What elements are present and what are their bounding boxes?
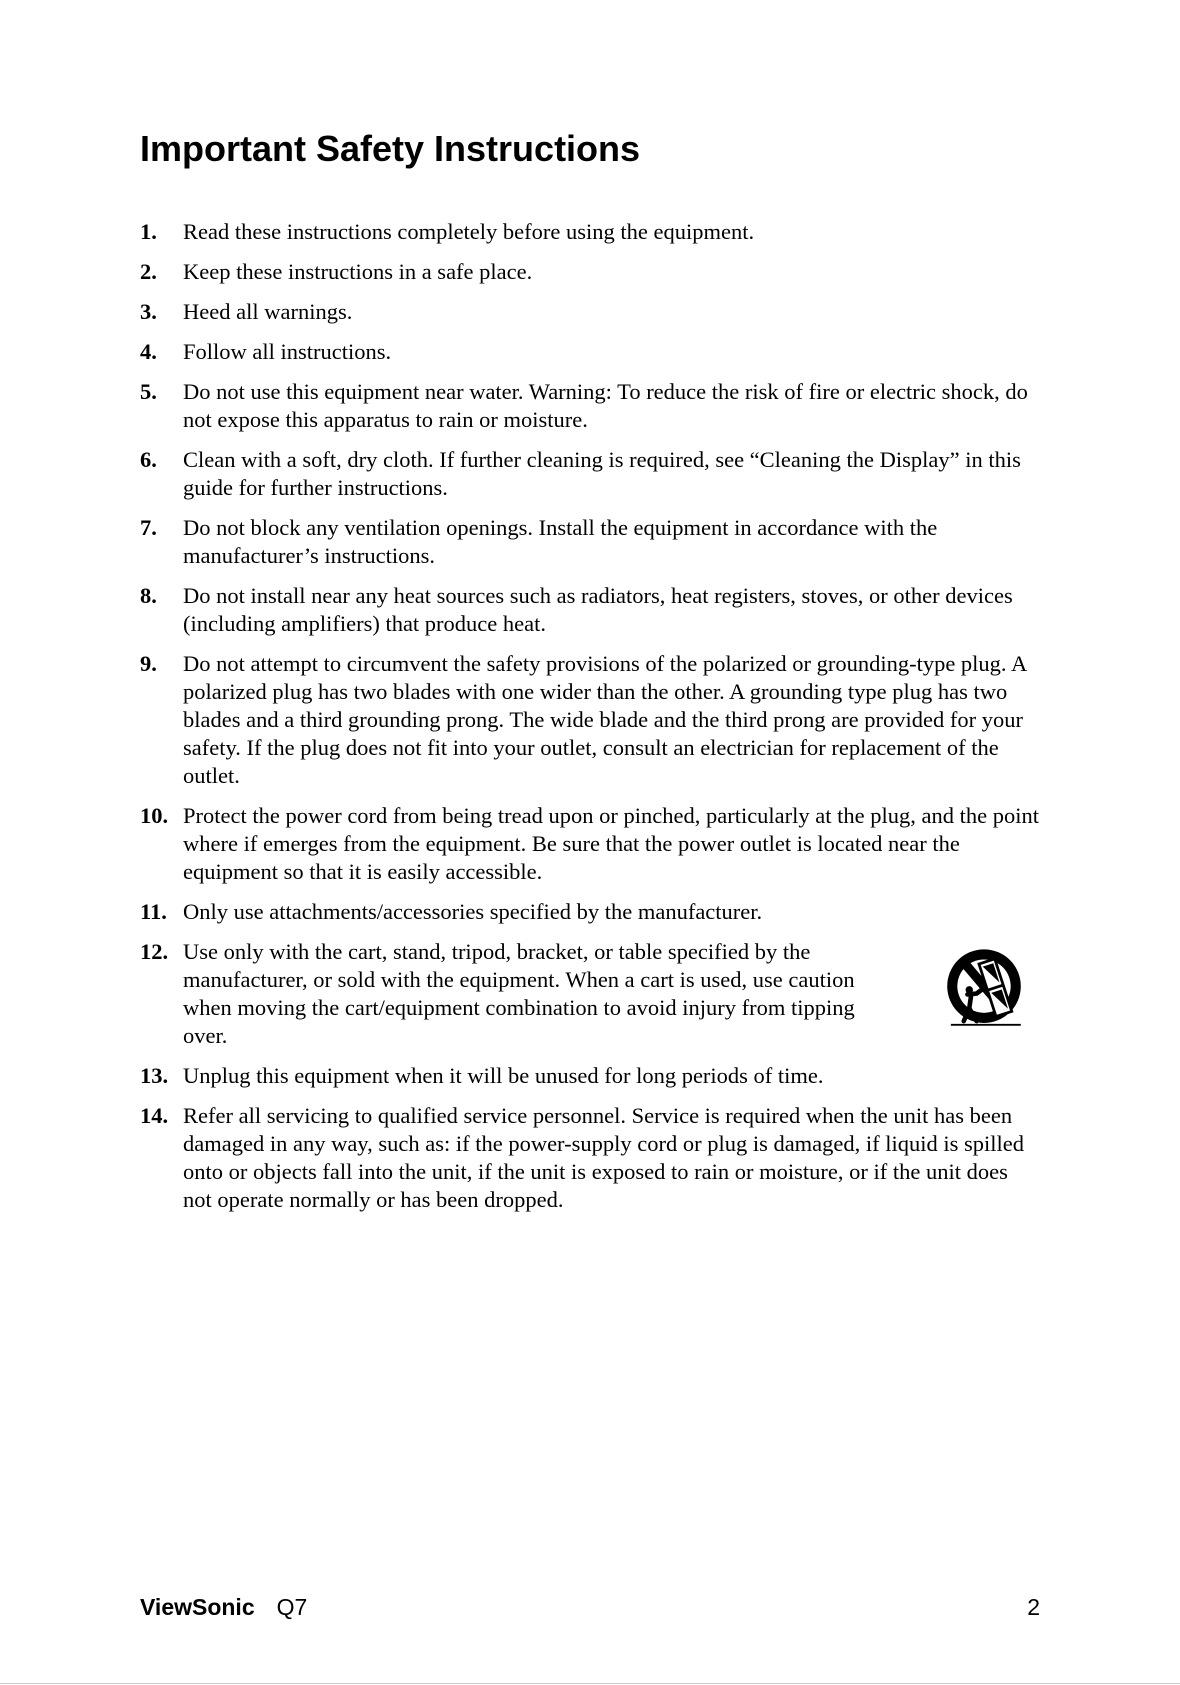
item-text: Refer all servicing to qualified service personnel. Service is required when the unit has been damaged in any way, such as: if the power-supply cord or plug is damaged, if liquid is spilled onto or objects fall into the unit, if the unit is exposed to rain or moisture, or if the unit does not operate normally or has been dropped.	[183, 1103, 1025, 1212]
list-item	[140, 258, 1040, 286]
safety-instructions-list	[140, 218, 1040, 1226]
list-item	[140, 378, 1040, 434]
item-number: 14.	[140, 1103, 169, 1128]
list-item	[140, 802, 1040, 886]
item-number: 6.	[140, 447, 157, 472]
item-number: 4.	[140, 339, 157, 364]
item-number: 5.	[140, 379, 157, 404]
item-number: 1.	[140, 219, 157, 244]
list-item	[140, 898, 1040, 926]
list-item	[140, 514, 1040, 570]
item-text: Use only with the cart, stand, tripod, bracket, or table specified by the manufacturer, or sold with the equipment. When a cart is used, use caution when moving the cart/equipment combination to avoid injury from tipping over.	[183, 939, 855, 1048]
list-item	[140, 298, 1040, 326]
model-name: Q7	[276, 1594, 308, 1620]
page-title: Important Safety Instructions	[140, 128, 641, 169]
item-text: Do not attempt to circumvent the safety provisions of the polarized or grounding-type plug. A polarized plug has two blades with one wider than the other. A grounding type plug has two blades and a third grounding prong. The wide blade and the third prong are provided for your safety. If the plug does not fit into your outlet, consult an electrician for replacement of the outlet.	[183, 651, 1026, 788]
brand-name: ViewSonic	[140, 1594, 255, 1620]
item-text: Unplug this equipment when it will be unused for long periods of time.	[183, 1063, 824, 1088]
item-number: 9.	[140, 651, 157, 676]
item-number: 10.	[140, 803, 169, 828]
list-item	[140, 938, 1040, 1050]
item-text: Follow all instructions.	[183, 339, 392, 364]
item-number: 11.	[140, 899, 167, 924]
list-item	[140, 338, 1040, 366]
page-edge-divider	[0, 1683, 1180, 1684]
list-item	[140, 1102, 1040, 1214]
item-number: 7.	[140, 515, 157, 540]
cart-tip-over-warning-icon	[938, 942, 1030, 1034]
list-item	[140, 650, 1040, 790]
item-number: 2.	[140, 259, 157, 284]
page-number: 2	[1027, 1594, 1040, 1620]
item-text: Do not use this equipment near water. Warning: To reduce the risk of fire or electric shock, do not expose this apparatus to rain or moisture.	[183, 379, 1028, 432]
page-footer	[140, 1594, 1040, 1621]
item-text: Read these instructions completely before using the equipment.	[183, 219, 755, 244]
item-text: Only use attachments/accessories specified by the manufacturer.	[183, 899, 763, 924]
list-item	[140, 582, 1040, 638]
item-number: 12.	[140, 939, 169, 964]
item-text: Do not install near any heat sources such as radiators, heat registers, stoves, or other devices (including amplifiers) that produce heat.	[183, 583, 1013, 636]
item-text: Do not block any ventilation openings. Install the equipment in accordance with the manufacturer’s instructions.	[183, 515, 938, 568]
item-number: 3.	[140, 299, 157, 324]
item-text: Keep these instructions in a safe place.	[183, 259, 533, 284]
list-item	[140, 446, 1040, 502]
item-number: 8.	[140, 583, 157, 608]
item-text: Protect the power cord from being tread upon or pinched, particularly at the plug, and the point where if emerges from the equipment. Be sure that the power outlet is located near the equipment so that it is easily accessible.	[183, 803, 1039, 884]
item-text: Heed all warnings.	[183, 299, 353, 324]
item-text: Clean with a soft, dry cloth. If further cleaning is required, see “Cleaning the Display” in this guide for further instructions.	[183, 447, 1021, 500]
item-number: 13.	[140, 1063, 169, 1088]
list-item	[140, 218, 1040, 246]
list-item	[140, 1062, 1040, 1090]
